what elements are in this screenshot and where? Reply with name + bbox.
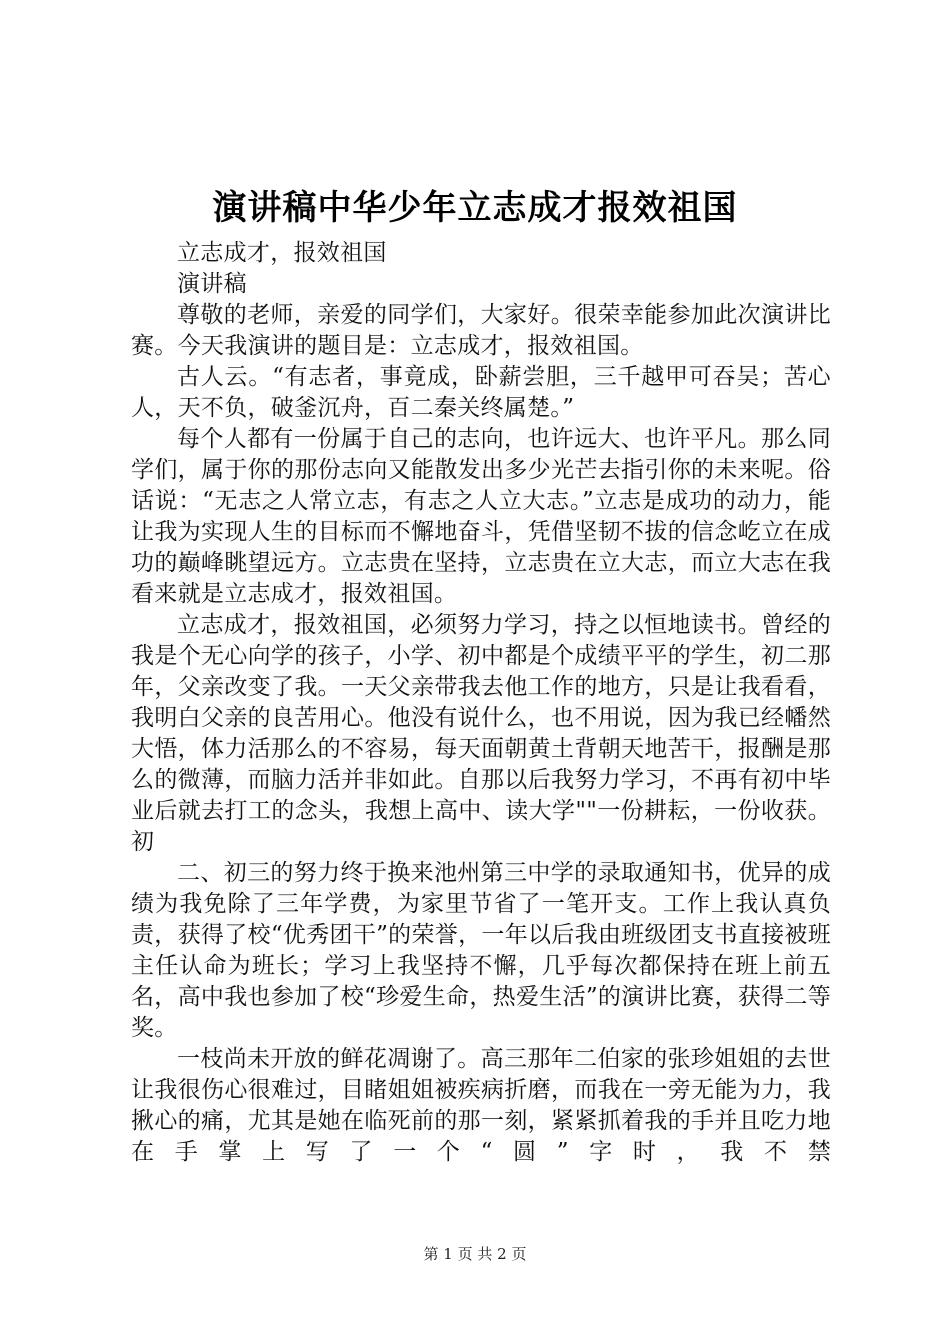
document-body — [131, 238, 831, 1168]
paragraph-achievement: 二、初三的努力终于换来池州第三中学的录取通知书，优异的成绩为我免除了三年学费，为家里节省了一笔开支。工作上我认真负责，获得了校“优秀团干”的荣誉，一年以后我由班级团支书直接被班主任认命为班长；学习上我坚持不懈，几乎每次都保持在班上前五名，高中我也参加了校“珍爱生命，热爱生活”的演讲比赛，获得二等奖。 — [131, 860, 831, 1041]
paragraph-study: 立志成才，报效祖国，必须努力学习，持之以恒地读书。曾经的我是个无心向学的孩子，小学、初中都是个成绩平平的学生，初二那年，父亲改变了我。一天父亲带我去他工作的地方，只是让我看看，我明白父亲的良苦用心。他没有说什么，也不用说，因为我已经幡然大悟，体力活那么的不容易，每天面朝黄土背朝天地苦干，报酬是那么的微薄，而脑力活并非如此。自那以后我努力学习，不再有初中毕业后就去打工的念头，我想上高中、读大学""一份耕耘，一份收获。初 — [131, 612, 831, 855]
paragraph-genre: 演讲稿 — [177, 271, 247, 297]
paragraph-greeting: 尊敬的老师，亲爱的同学们，大家好。很荣幸能参加此次演讲比赛。今天我演讲的题目是：立志成才，报效祖国。 — [131, 302, 831, 359]
paragraph-subtitle: 立志成才，报效祖国 — [177, 240, 387, 266]
paragraph-aspiration: 每个人都有一份属于自己的志向，也许远大、也许平凡。那么同学们，属于你的那份志向又能散发出多少光芒去指引你的未来呢。俗话说：“无志之人常立志，有志之人立大志。”立志是成功的动力，能让我为实现人生的目标而不懈地奋斗，凭借坚韧不拔的信念屹立在成功的巅峰眺望远方。立志贵在坚持，立志贵在立大志，而立大志在我看来就是立志成才，报效祖国。 — [131, 426, 831, 607]
paragraph-loss: 一枝尚未开放的鲜花凋谢了。高三那年二伯家的张珍姐姐的去世让我很伤心很难过，目睹姐姐被疾病折磨，而我在一旁无能为力，我揪心的痛，尤其是她在临死前的那一刻，紧紧抓着我的手并且吃力地在手掌上写了一个“圆”字时，我不禁 — [131, 1046, 831, 1165]
document-title: 演讲稿中华少年立志成才报效祖国 — [212, 188, 738, 228]
page-number: 第 1 页 共 2 页 — [423, 1245, 527, 1263]
paragraph-quote: 古人云。“有志者，事竟成，卧薪尝胆，三千越甲可吞吴；苦心人，天不负，破釜沉舟，百二秦关终属楚。” — [131, 364, 831, 421]
